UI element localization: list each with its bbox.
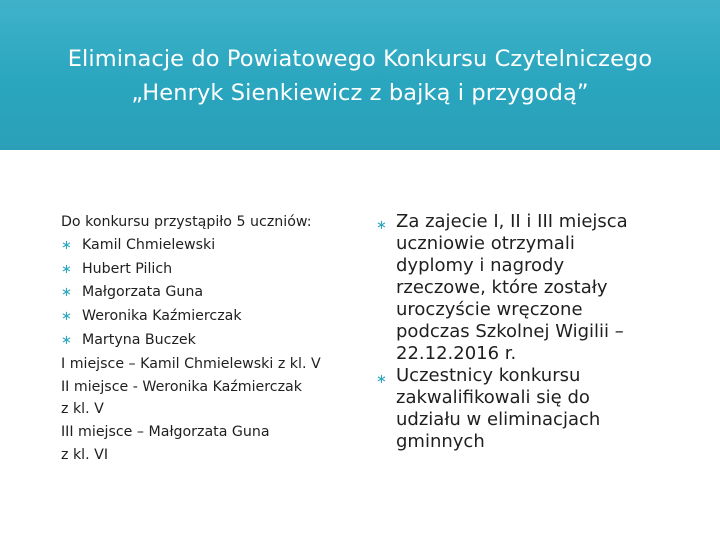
bullet-text-line: zakwalifikowali się do <box>396 387 590 408</box>
asterisk-icon: ∗ <box>61 261 72 277</box>
bullet-text-line: Za zajecie I, II i III miejsca <box>396 211 628 232</box>
slide-title-line-2: „Henryk Sienkiewicz z bajką i przygodą” <box>131 80 589 106</box>
participant-name: Martyna Buczek <box>82 331 196 348</box>
bullet-text-line: rzeczowe, które zostały <box>396 277 608 298</box>
slide-title-line-1: Eliminacje do Powiatowego Konkursu Czytelniczego <box>67 46 653 72</box>
bullet-text-line: gminnych <box>396 431 485 452</box>
bullet-text-line: udziału w eliminacjach <box>396 409 601 430</box>
bullet-item <box>376 211 666 365</box>
participant-item <box>61 329 361 353</box>
participant-item <box>61 258 361 282</box>
bullet-text-line: Uczestnicy konkursu <box>396 365 581 386</box>
participant-item <box>61 234 361 258</box>
result-line: z kl. VI <box>61 446 109 463</box>
right-content <box>376 211 666 453</box>
result-line: I miejsce – Kamil Chmielewski z kl. V <box>61 355 321 372</box>
asterisk-icon: ∗ <box>61 309 72 325</box>
bullet-text-line: podczas Szkolnej Wigilii – <box>396 321 624 342</box>
participant-name: Małgorzata Guna <box>82 284 204 301</box>
result-line: z kl. V <box>61 401 104 418</box>
bullet-text-line: uczniowie otrzymali <box>396 233 575 254</box>
bullet-text-line: uroczyście wręczone <box>396 299 583 320</box>
participant-item <box>61 305 361 329</box>
result-line: III miejsce – Małgorzata Guna <box>61 424 270 441</box>
bullet-text-line: 22.12.2016 r. <box>396 343 517 364</box>
asterisk-icon: ∗ <box>61 332 72 348</box>
bullet-item <box>376 365 666 453</box>
asterisk-icon: ∗ <box>61 237 72 253</box>
participant-item <box>61 281 361 305</box>
participant-name: Kamil Chmielewski <box>82 236 216 253</box>
bullet-text-line: dyplomy i nagrody <box>396 255 565 276</box>
participant-name: Weronika Kaźmierczak <box>82 308 242 325</box>
asterisk-icon: ∗ <box>61 285 72 301</box>
asterisk-icon: ∗ <box>376 218 387 233</box>
title-banner <box>0 0 720 150</box>
result-line: II miejsce - Weronika Kaźmierczak <box>61 378 302 395</box>
participant-name: Hubert Pilich <box>82 260 173 277</box>
left-content <box>61 211 361 467</box>
asterisk-icon: ∗ <box>376 372 387 387</box>
intro-text: Do konkursu przystąpiło 5 uczniów: <box>61 214 312 230</box>
